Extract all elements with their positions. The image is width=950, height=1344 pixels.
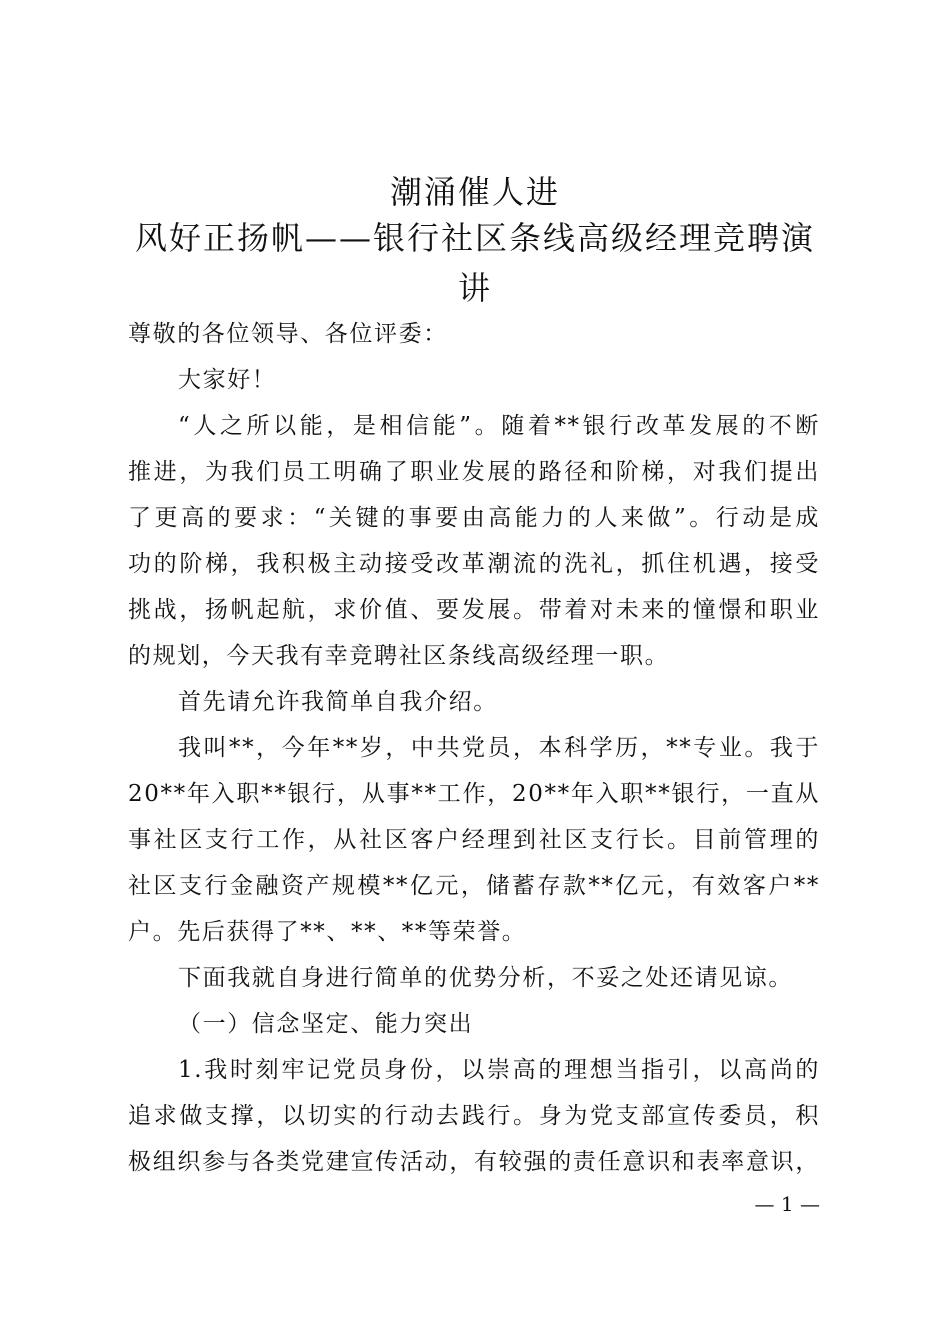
title-line-2: 风好正扬帆——银行社区条线高级经理竞聘演 [134,219,815,257]
title-line-1: 潮涌催人进 [389,173,560,211]
paragraph-line: 1.我时刻牢记党员身份，以崇高的理想当指引，以高尚的 [178,1057,820,1083]
paragraph-line: 追求做支撑，以切实的行动去践行。身为党支部宣传委员，积 [128,1103,820,1129]
paragraph-line: 的规划，今天我有幸竞聘社区条线高级经理一职。 [128,643,670,669]
paragraph-line: 下面我就自身进行简单的优势分析，不妥之处还请见谅。 [178,965,793,991]
paragraph-line: 功的阶梯，我积极主动接受改革潮流的洗礼，抓住机遇，接受 [128,551,820,577]
paragraph-line: 20**年入职**银行，从事**工作，20**年入职**银行，一直从 [128,781,820,807]
paragraph-line: 极组织参与各类党建宣传活动，有较强的责任意识和表率意识， [128,1149,820,1175]
paragraph-line: 户。先后获得了**、**、**等荣誉。 [128,919,527,945]
paragraph-line: 推进，为我们员工明确了职业发展的路径和阶梯，对我们提出 [128,459,820,485]
page-number: — 1 — [754,1192,820,1216]
greeting: 大家好！ [178,367,277,393]
salutation: 尊敬的各位领导、各位评委： [128,321,448,347]
paragraph-line: 挑战，扬帆起航，求价值、要发展。带着对未来的憧憬和职业 [128,597,820,623]
paragraph-line: 事社区支行工作，从社区客户经理到社区支行长。目前管理的 [128,827,820,853]
paragraph-line: 首先请允许我简单自我介绍。 [178,689,498,715]
paragraph-line: 了更高的要求：“关键的事要由高能力的人来做”。行动是成 [128,505,820,531]
title-line-3: 讲 [457,269,492,307]
section-heading: （一）信念坚定、能力突出 [178,1011,474,1037]
paragraph-line: 社区支行金融资产规模**亿元，储蓄存款**亿元，有效客户** [128,873,820,899]
paragraph-line: 我叫**，今年**岁，中共党员，本科学历，**专业。我于 [178,735,820,761]
paragraph-line: “人之所以能，是相信能”。随着**银行改革发展的不断 [178,413,820,439]
